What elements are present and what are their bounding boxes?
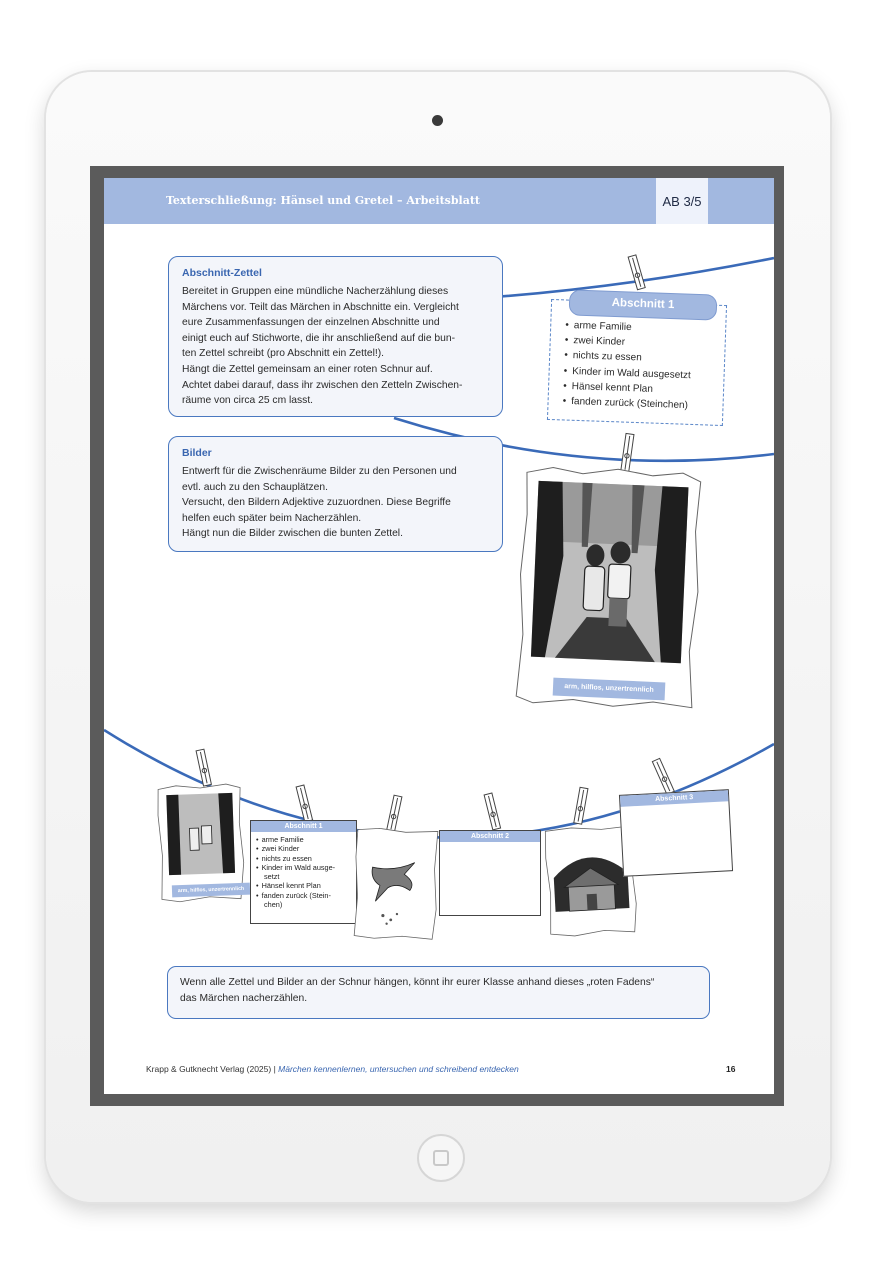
list-item: • zwei Kinder bbox=[565, 333, 693, 353]
list-item: • zwei Kinder bbox=[256, 844, 356, 853]
text-line: helfen euch später beim Nacherzählen. bbox=[182, 512, 362, 524]
list-item: • Kinder im Wald ausge- bbox=[256, 863, 356, 872]
small-abschnitt-2-note bbox=[439, 830, 541, 916]
clothespin-icon bbox=[628, 255, 645, 290]
clothespin-icon bbox=[387, 795, 402, 832]
abschnitt-note-list bbox=[562, 318, 692, 414]
list-item: • fanden zurück (Stein- bbox=[256, 891, 356, 900]
clothespin-icon bbox=[621, 433, 634, 472]
small-abschnitt-3-note bbox=[619, 789, 733, 877]
small-note-title: Abschnitt 3 bbox=[620, 790, 728, 807]
box-text bbox=[182, 464, 502, 542]
camera bbox=[432, 115, 443, 126]
conclusion-box bbox=[167, 966, 710, 1019]
forest-illustration bbox=[513, 464, 705, 712]
list-item: • arme Familie bbox=[256, 835, 356, 844]
page-footer bbox=[146, 1064, 519, 1074]
worksheet-page bbox=[104, 178, 774, 1094]
small-illustration-caption: arm, hilflos, unzertrennlich bbox=[172, 883, 250, 898]
home-square-icon bbox=[433, 1150, 449, 1166]
illustration-caption: arm, hilflos, unzertrennlich bbox=[553, 678, 666, 701]
list-item-cont: setzt bbox=[264, 872, 280, 882]
text-line: Bereitet in Gruppen eine mündliche Nacherzählung dieses bbox=[182, 286, 449, 297]
box-text bbox=[182, 284, 502, 409]
abschnitt-note-title: Abschnitt 1 bbox=[569, 289, 718, 320]
sheet-number: AB 3/5 bbox=[656, 178, 708, 224]
small-abschnitt-1-note bbox=[250, 820, 357, 924]
publisher-text: Krapp & Gutknecht Verlag (2025) | bbox=[146, 1064, 279, 1074]
text-line: Märchens vor. Teilt das Märchen in Abschnitte ein. Vergleicht bbox=[182, 301, 459, 313]
page-number: 16 bbox=[726, 1064, 736, 1074]
box-heading: Bilder bbox=[182, 447, 212, 459]
clothespin-icon bbox=[652, 758, 674, 794]
list-item-cont: chen) bbox=[264, 900, 283, 910]
page-title: Texterschließung: Hänsel und Gretel – Arbeitsblatt bbox=[166, 194, 481, 207]
text-line: Hängt die Zettel gemeinsam an einer roten Schnur auf. bbox=[182, 363, 433, 375]
list-item: • fanden zurück (Steinchen) bbox=[562, 394, 690, 414]
text-line: ten Zettel schreibt (pro Abschnitt ein Zettel!). bbox=[182, 348, 385, 360]
text-line: Achtet dabei darauf, dass ihr zwischen den Zetteln Zwischen- bbox=[182, 379, 463, 391]
text-line: Entwerft für die Zwischenräume Bilder zu den Personen und bbox=[182, 466, 457, 477]
list-item: • nichts zu essen bbox=[256, 854, 356, 863]
clothespin-icon bbox=[484, 793, 500, 830]
list-item: • Kinder im Wald ausgesetzt bbox=[564, 363, 692, 383]
abschnitt-zettel-box bbox=[168, 256, 503, 417]
text-line: Versucht, den Bildern Adjektive zuzuordnen. Diese Begriffe bbox=[182, 497, 451, 509]
small-note-title: Abschnitt 1 bbox=[251, 821, 356, 832]
list-item: • Hänsel kennt Plan bbox=[563, 379, 691, 399]
small-note-title: Abschnitt 2 bbox=[440, 831, 540, 842]
list-item: • nichts zu essen bbox=[564, 348, 692, 368]
text-line: evtl. auch zu den Schauplätzen. bbox=[182, 481, 328, 493]
bilder-box bbox=[168, 436, 503, 552]
small-note-list bbox=[251, 832, 356, 909]
text-line: das Märchen nacherzählen. bbox=[180, 993, 308, 1004]
text-line: Wenn alle Zettel und Bilder an der Schnur hängen, könnt ihr eurer Klasse anhand dieses „roten Fadens“ bbox=[180, 977, 655, 988]
text-line: eure Zusammenfassungen der einzelnen Abschnitte und bbox=[182, 317, 440, 329]
list-item: • Hänsel kennt Plan bbox=[256, 881, 356, 890]
list-item: • arme Familie bbox=[565, 318, 693, 338]
box-heading: Abschnitt-Zettel bbox=[182, 267, 262, 279]
clothespin-icon bbox=[574, 787, 588, 824]
bird-illustration bbox=[352, 827, 440, 942]
text-line: einigt euch auf Stichworte, die ihr anschließend auf die bun- bbox=[182, 332, 456, 344]
book-title: Märchen kennenlernen, untersuchen und schreibend entdecken bbox=[278, 1064, 519, 1074]
text-line: Hängt nun die Bilder zwischen die bunten Zettel. bbox=[182, 528, 403, 540]
home-button[interactable] bbox=[417, 1134, 465, 1182]
text-line: räume von circa 25 cm lasst. bbox=[182, 395, 314, 407]
